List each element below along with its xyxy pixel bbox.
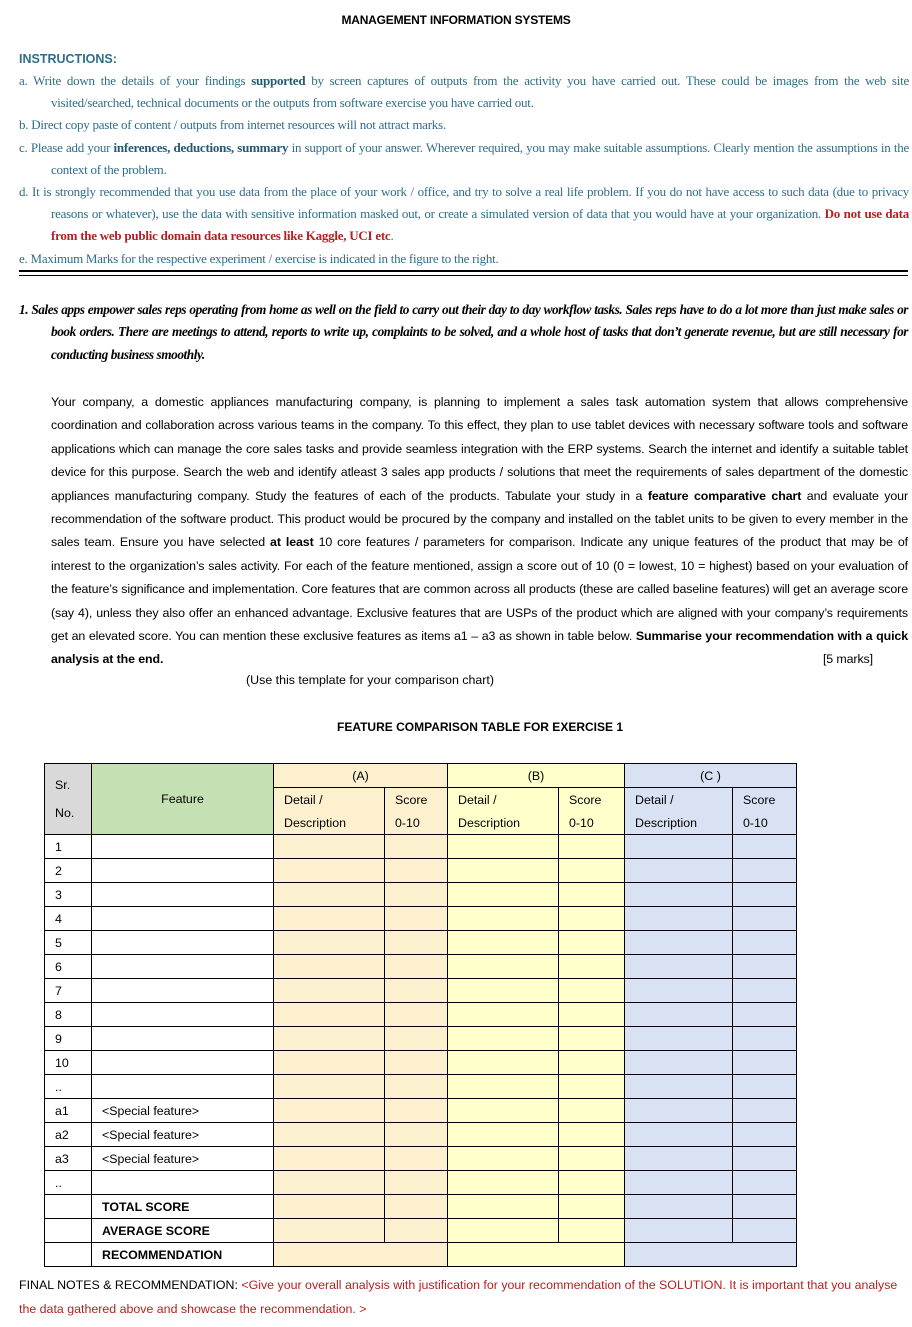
feature-cell[interactable]: [92, 1171, 274, 1195]
b-score-cell[interactable]: [559, 835, 625, 859]
c-score-cell[interactable]: [733, 955, 797, 979]
instruction-a: a. Write down the details of your findings supported by screen captures of outputs from the activity you have carried out. These could be images from the web site visited/searched, technical documents or the outputs from software exercise you have carried out.: [19, 73, 909, 111]
a-detail-cell[interactable]: [274, 859, 385, 883]
feature-cell[interactable]: <Special feature>: [92, 1123, 274, 1147]
b-detail-cell[interactable]: [448, 1051, 559, 1075]
c-score-cell[interactable]: [733, 859, 797, 883]
feature-cell[interactable]: [92, 979, 274, 1003]
b-score-cell[interactable]: [559, 1003, 625, 1027]
sr-cell: 10: [45, 1051, 92, 1075]
c-detail-cell[interactable]: [625, 1171, 733, 1195]
feature-cell[interactable]: <Special feature>: [92, 1099, 274, 1123]
sr-cell: 4: [45, 907, 92, 931]
a-score-cell[interactable]: [385, 1123, 448, 1147]
c-detail-cell[interactable]: [625, 1147, 733, 1171]
header-group-c: (C ): [625, 764, 797, 788]
a-score-cell[interactable]: [385, 859, 448, 883]
a-detail-cell[interactable]: [274, 1171, 385, 1195]
c-detail-cell[interactable]: [625, 1075, 733, 1099]
c-detail-cell[interactable]: [625, 883, 733, 907]
total-a-score[interactable]: [385, 1195, 448, 1219]
b-score-cell[interactable]: [559, 907, 625, 931]
feature-cell[interactable]: [92, 931, 274, 955]
template-note: (Use this template for your comparison chart): [246, 673, 494, 687]
final-notes-placeholder: <Give your overall analysis with justification for your recommendation of the SOLUTION. It is important that you analyse the data gathered above and showcase the recommendation. >: [19, 1278, 898, 1316]
recommendation-a[interactable]: [274, 1243, 448, 1267]
a-score-cell[interactable]: [385, 1051, 448, 1075]
recommendation-c[interactable]: [625, 1243, 797, 1267]
sr-cell: 2: [45, 859, 92, 883]
a-detail-cell[interactable]: [274, 1123, 385, 1147]
instructions-heading: INSTRUCTIONS:: [19, 52, 117, 66]
feature-cell[interactable]: [92, 1003, 274, 1027]
average-sr: [45, 1219, 92, 1243]
a-detail-cell[interactable]: [274, 835, 385, 859]
table-row: [45, 1099, 797, 1123]
header-feature: Feature: [92, 764, 274, 835]
b-detail-cell[interactable]: [448, 907, 559, 931]
feature-cell[interactable]: <Special feature>: [92, 1147, 274, 1171]
table-title: FEATURE COMPARISON TABLE FOR EXERCISE 1: [336, 720, 624, 734]
sr-cell: a2: [45, 1123, 92, 1147]
total-score-label: TOTAL SCORE: [92, 1195, 274, 1219]
table-row: [45, 883, 797, 907]
header-a-score-2: 0-10: [385, 811, 448, 835]
instruction-b: b. Direct copy paste of content / outputs from internet resources will not attract marks.: [19, 117, 446, 133]
a-score-cell[interactable]: [385, 931, 448, 955]
c-detail-cell[interactable]: [625, 1003, 733, 1027]
c-score-cell[interactable]: [733, 883, 797, 907]
c-score-cell[interactable]: [733, 1099, 797, 1123]
c-detail-cell[interactable]: [625, 859, 733, 883]
average-a-score[interactable]: [385, 1219, 448, 1243]
average-b-score[interactable]: [559, 1219, 625, 1243]
table-row: [45, 979, 797, 1003]
divider-thin: [19, 275, 908, 276]
header-a-score: Score: [385, 788, 448, 812]
b-score-cell[interactable]: [559, 883, 625, 907]
total-c-score[interactable]: [733, 1195, 797, 1219]
sr-cell: 5: [45, 931, 92, 955]
a-score-cell[interactable]: [385, 1003, 448, 1027]
b-detail-cell[interactable]: [448, 1099, 559, 1123]
b-detail-cell[interactable]: [448, 835, 559, 859]
table-row: [45, 1051, 797, 1075]
feature-cell[interactable]: [92, 835, 274, 859]
c-detail-cell[interactable]: [625, 1099, 733, 1123]
sr-cell: 3: [45, 883, 92, 907]
instruction-c: c. Please add your inferences, deductions, summary in support of your answer. Wherever required, you may make suitable assumptions. Clearly mention the assumptions in the context of the problem.: [19, 139, 909, 177]
b-score-cell[interactable]: [559, 859, 625, 883]
header-c-score-2: 0-10: [733, 811, 797, 835]
a-detail-cell[interactable]: [274, 1099, 385, 1123]
a-detail-cell[interactable]: [274, 979, 385, 1003]
header-a-detail-2: Description: [274, 811, 385, 835]
feature-cell[interactable]: [92, 1075, 274, 1099]
c-detail-cell[interactable]: [625, 1051, 733, 1075]
sr-cell: 8: [45, 1003, 92, 1027]
c-score-cell[interactable]: [733, 907, 797, 931]
b-detail-cell[interactable]: [448, 883, 559, 907]
a-score-cell[interactable]: [385, 979, 448, 1003]
c-score-cell[interactable]: [733, 1147, 797, 1171]
c-score-cell[interactable]: [733, 835, 797, 859]
a-score-cell[interactable]: [385, 1075, 448, 1099]
c-score-cell[interactable]: [733, 1171, 797, 1195]
c-score-cell[interactable]: [733, 1075, 797, 1099]
recommendation-b[interactable]: [448, 1243, 625, 1267]
a-score-cell[interactable]: [385, 1099, 448, 1123]
header-b-score-2: 0-10: [559, 811, 625, 835]
b-detail-cell[interactable]: [448, 1147, 559, 1171]
header-c-detail: Detail /: [625, 788, 733, 812]
c-score-cell[interactable]: [733, 931, 797, 955]
c-score-cell[interactable]: [733, 1003, 797, 1027]
c-score-cell[interactable]: [733, 1027, 797, 1051]
feature-cell[interactable]: [92, 1051, 274, 1075]
average-score-label: AVERAGE SCORE: [92, 1219, 274, 1243]
b-detail-cell[interactable]: [448, 979, 559, 1003]
question-intro: 1. Sales apps empower sales reps operating from home as well on the field to carry out their day to day workflow tasks. Sales reps have to do a lot more than just make sales or book orders. There are meetings to attend, reports to write up, complaints to be solved, and a whole host of tasks that don’t generate revenue, but are still necessary for conducting business smoothly.: [19, 302, 908, 362]
total-b-detail[interactable]: [448, 1195, 559, 1219]
header-b-score: Score: [559, 788, 625, 812]
b-detail-cell[interactable]: [448, 1171, 559, 1195]
b-detail-cell[interactable]: [448, 859, 559, 883]
b-score-cell[interactable]: [559, 1123, 625, 1147]
c-detail-cell[interactable]: [625, 979, 733, 1003]
table-row: [45, 1123, 797, 1147]
table-row: [45, 1027, 797, 1051]
divider-thick: [19, 270, 908, 272]
c-score-cell[interactable]: [733, 979, 797, 1003]
c-score-cell[interactable]: [733, 1123, 797, 1147]
a-detail-cell[interactable]: [274, 1075, 385, 1099]
average-c-score[interactable]: [733, 1219, 797, 1243]
a-score-cell[interactable]: [385, 1147, 448, 1171]
b-score-cell[interactable]: [559, 979, 625, 1003]
header-sr-no: Sr. No.: [45, 764, 92, 835]
a-detail-cell[interactable]: [274, 955, 385, 979]
b-detail-cell[interactable]: [448, 1003, 559, 1027]
b-score-cell[interactable]: [559, 1075, 625, 1099]
a-detail-cell[interactable]: [274, 883, 385, 907]
b-score-cell[interactable]: [559, 1051, 625, 1075]
b-score-cell[interactable]: [559, 1147, 625, 1171]
table-row: [45, 955, 797, 979]
a-score-cell[interactable]: [385, 883, 448, 907]
sr-cell: ..: [45, 1171, 92, 1195]
sr-cell: a3: [45, 1147, 92, 1171]
sr-cell: 7: [45, 979, 92, 1003]
b-score-cell[interactable]: [559, 1027, 625, 1051]
a-score-cell[interactable]: [385, 907, 448, 931]
b-score-cell[interactable]: [559, 1171, 625, 1195]
total-a-detail[interactable]: [274, 1195, 385, 1219]
table-row: [45, 907, 797, 931]
final-notes-label: FINAL NOTES & RECOMMENDATION:: [19, 1278, 242, 1292]
c-detail-cell[interactable]: [625, 1123, 733, 1147]
marks-label: [5 marks]: [822, 652, 873, 667]
sr-cell: 1: [45, 835, 92, 859]
total-sr: [45, 1195, 92, 1219]
header-c-score: Score: [733, 788, 797, 812]
a-detail-cell[interactable]: [274, 1147, 385, 1171]
header-group-b: (B): [448, 764, 625, 788]
a-detail-cell[interactable]: [274, 907, 385, 931]
b-detail-cell[interactable]: [448, 955, 559, 979]
a-detail-cell[interactable]: [274, 1003, 385, 1027]
page-title: MANAGEMENT INFORMATION SYSTEMS: [341, 13, 571, 27]
table-row: [45, 1003, 797, 1027]
c-detail-cell[interactable]: [625, 955, 733, 979]
a-detail-cell[interactable]: [274, 931, 385, 955]
average-a-detail[interactable]: [274, 1219, 385, 1243]
feature-comparison-table: [44, 763, 797, 1267]
final-notes: [19, 1273, 899, 1321]
feature-cell[interactable]: [92, 907, 274, 931]
table-row: [45, 1147, 797, 1171]
c-detail-cell[interactable]: [625, 907, 733, 931]
header-group-a: (A): [274, 764, 448, 788]
average-c-detail[interactable]: [625, 1219, 733, 1243]
b-detail-cell[interactable]: [448, 1123, 559, 1147]
table-row: [45, 1075, 797, 1099]
header-a-detail: Detail /: [274, 788, 385, 812]
feature-cell[interactable]: [92, 1027, 274, 1051]
a-score-cell[interactable]: [385, 1171, 448, 1195]
table-row: [45, 1171, 797, 1195]
b-score-cell[interactable]: [559, 931, 625, 955]
total-b-score[interactable]: [559, 1195, 625, 1219]
a-score-cell[interactable]: [385, 955, 448, 979]
feature-cell[interactable]: [92, 883, 274, 907]
header-c-detail-2: Description: [625, 811, 733, 835]
header-b-detail-2: Description: [448, 811, 559, 835]
b-detail-cell[interactable]: [448, 1027, 559, 1051]
recommendation-label: RECOMMENDATION: [92, 1243, 274, 1267]
a-score-cell[interactable]: [385, 1027, 448, 1051]
c-detail-cell[interactable]: [625, 1027, 733, 1051]
instruction-d: d. It is strongly recommended that you use data from the place of your work / office, and try to solve a real life problem. If you do not have access to such data (due to privacy reasons or whatever), use the data with sensitive information masked out, or create a simulated version of data that you would have at your organization. Do not use data from the web public domain data resources like Kaggle, UCI etc.: [19, 184, 909, 244]
a-detail-cell[interactable]: [274, 1051, 385, 1075]
b-score-cell[interactable]: [559, 1099, 625, 1123]
instructions-list: [19, 70, 909, 270]
c-score-cell[interactable]: [733, 1051, 797, 1075]
b-score-cell[interactable]: [559, 955, 625, 979]
c-detail-cell[interactable]: [625, 931, 733, 955]
sr-cell: 9: [45, 1027, 92, 1051]
table-row: [45, 931, 797, 955]
sr-cell: a1: [45, 1099, 92, 1123]
average-b-detail[interactable]: [448, 1219, 559, 1243]
a-detail-cell[interactable]: [274, 1027, 385, 1051]
sr-cell: 6: [45, 955, 92, 979]
question-body: Your company, a domestic appliances manufacturing company, is planning to implement a sales task automation system that allows comprehensive coordination and collaboration across various teams in the company. To this effect, they plan to use tablet devices with necessary software tools and software applications which can manage the core sales tasks and provide seamless integration with the ERP systems. Search the internet and identify a suitable tablet device for this purpose. Search the web and identify atleast 3 sales app products / solutions that meet the requirements of sales department of the domestic appliances manufacturing company. Study the features of each of the products. Tabulate your study in a feature comparative chart and evaluate your recommendation of the software product. This product would be procured by the company and installed on the tablet units to be given to every member in the sales team. Ensure you have selected at least 10 core features / parameters for comparison. Indicate any unique features of the product that may be of interest to the organization’s sales activity. For each of the feature mentioned, assign a score out of 10 (0 = lowest, 10 = highest) based on your evaluation of the feature’s significance and implementation. Core features that are common across all products (these are called baseline features) will get an average score (say 4), unless they also offer an enhanced advantage. Exclusive features that are USPs of the product which are aligned with your company’s requirements get an elevated score. You can mention these exclusive features as items a1 – a3 as shown in table below. Summarise your recommendation with a quick analysis at the end. [5 marks]: [51, 391, 908, 672]
recommendation-sr: [45, 1243, 92, 1267]
instruction-e: e. Maximum Marks for the respective experiment / exercise is indicated in the figure to the right.: [19, 250, 499, 266]
table-row: [45, 835, 797, 859]
table-row: [45, 859, 797, 883]
header-b-detail: Detail /: [448, 788, 559, 812]
c-detail-cell[interactable]: [625, 835, 733, 859]
total-c-detail[interactable]: [625, 1195, 733, 1219]
sr-cell: ..: [45, 1075, 92, 1099]
feature-cell[interactable]: [92, 955, 274, 979]
b-detail-cell[interactable]: [448, 931, 559, 955]
b-detail-cell[interactable]: [448, 1075, 559, 1099]
feature-cell[interactable]: [92, 859, 274, 883]
a-score-cell[interactable]: [385, 835, 448, 859]
